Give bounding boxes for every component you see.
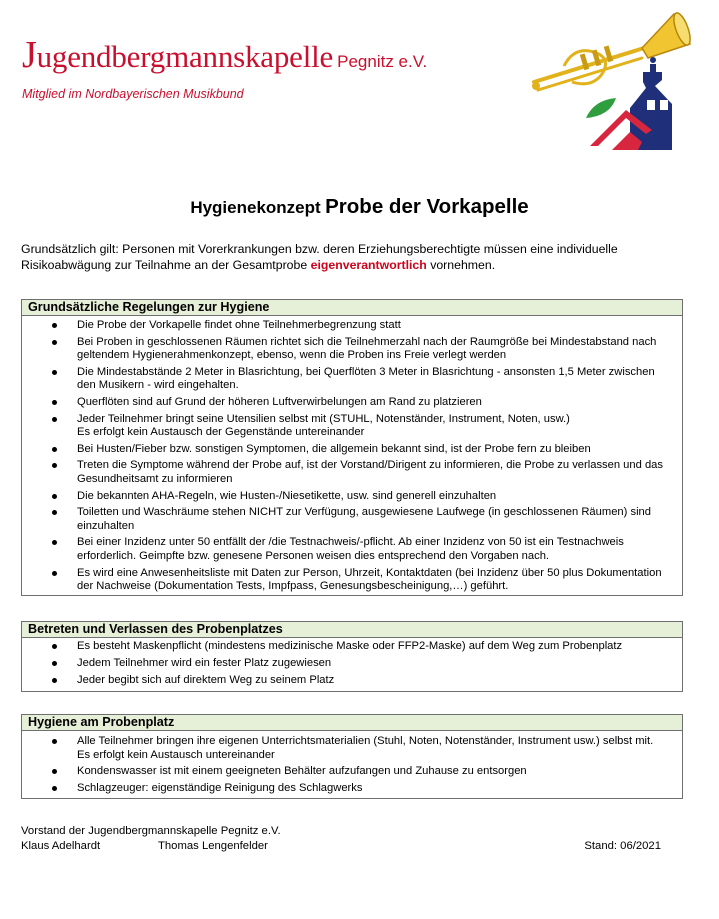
footer-line [21, 824, 661, 839]
section-heading: Hygiene am Probenplatz [22, 715, 682, 731]
section-heading: Grundsätzliche Regelungen zur Hygiene [22, 300, 682, 316]
org-subtitle: Mitglied im Nordbayerischen Musikbund [22, 87, 244, 101]
document-title-main: Probe der Vorkapelle [325, 195, 529, 218]
list-item: Schlagzeuger: eigenständige Reinigung des Schlagwerks [22, 782, 682, 796]
list-item: Die Mindestabstände 2 Meter in Blasrichtung, bei Querflöten 3 Meter in Blasrichtung - ansonsten 1,5 Meter zwischen den Musikern - wird eingehalten. [22, 366, 682, 393]
intro-paragraph [21, 242, 691, 273]
list-item: Bei Proben in geschlossenen Räumen richtet sich die Teilnehmerzahl nach der Raumgröße bei Mindestabstand nach geltendem Hygienerahmenkonzept, ebenso, wenn die Proben ins Freie verlegt werden [22, 336, 682, 363]
section-general-rules [21, 299, 683, 596]
list-item: Es besteht Maskenpflicht (mindestens medizinische Maske oder FFP2-Maske) auf dem Weg zum Probenplatz [22, 640, 682, 654]
board-label: Vorstand der Jugendbergmannskapelle Pegnitz e.V. [21, 825, 281, 837]
intro-text-end: vornehmen. [426, 257, 496, 272]
section-list [22, 731, 682, 795]
section-list [22, 638, 682, 688]
section-entering-leaving [21, 621, 683, 692]
intro-text: Grundsätzlich gilt: Personen mit Vorerkrankungen bzw. deren Erziehungsberechtigte müssen eine individuelle Risikoabwägung zur Teilnahme an der Gesamtprobe [21, 242, 618, 272]
list-item: Jeder begibt sich auf direktem Weg zu seinem Platz [22, 674, 682, 688]
list-item: Querflöten sind auf Grund der höheren Luftverwirbelungen am Rand zu platzieren [22, 396, 682, 410]
org-suffix: Pegnitz e.V. [337, 52, 428, 71]
footer-line [21, 839, 661, 854]
list-item: Bei Husten/Fieber bzw. sonstigen Symptomen, die allgemein bekannt sind, ist der Probe fern zu bleiben [22, 443, 682, 457]
org-name-initial: J [22, 34, 37, 76]
org-name-rest: ugendbergmannskapelle [36, 39, 334, 74]
intro-highlight: eigenverantwortlich [310, 257, 427, 272]
signatory-name: Klaus Adelhardt [21, 840, 101, 852]
list-item: Die bekannten AHA-Regeln, wie Husten-/Niesetikette, usw. sind generell einzuhalten [22, 490, 682, 504]
list-item: Kondenswasser ist mit einem geeigneten Behälter aufzufangen und Zuhause zu entsorgen [22, 765, 682, 779]
section-list [22, 316, 682, 594]
list-item: Jedem Teilnehmer wird ein fester Platz zugewiesen [22, 657, 682, 671]
version-date: Stand: 06/2021 [584, 840, 661, 852]
org-name [22, 34, 334, 76]
letterhead [22, 36, 427, 101]
section-heading: Betreten und Verlassen des Probenplatzes [22, 622, 682, 638]
signatory-name: Thomas Lengenfelder [158, 840, 268, 852]
list-item: Alle Teilnehmer bringen ihre eigenen Unterrichtsmaterialien (Stuhl, Noten, Notenständer, Instrument usw.) selbst mit. Es erfolgt kein Austausch untereinander [22, 735, 682, 762]
section-hygiene-at-rehearsal [21, 714, 683, 799]
list-item: Toiletten und Waschräume stehen NICHT zur Verfügung, ausgewiesene Laufwege (in geschlossenen Räumen) sind einzuhalten [22, 506, 682, 533]
signature-footer [21, 824, 661, 854]
trumpet-church-logo-icon [524, 8, 694, 150]
document-title-prefix: Hygienekonzept [190, 198, 321, 217]
list-item: Jeder Teilnehmer bringt seine Utensilien selbst mit (STUHL, Notenständer, Instrument, Noten, usw.) Es erfolgt kein Austausch der Gegenstände untereinander [22, 413, 682, 440]
list-item: Es wird eine Anwesenheitsliste mit Daten zur Person, Uhrzeit, Kontaktdaten (bei Inzidenz über 50 plus Dokumentation der Nachweise (Dokumentation Tests, Impfpass, Genesungsbescheinigung,…) geführt. [22, 567, 682, 594]
list-item: Bei einer Inzidenz unter 50 entfällt der /die Testnachweis/-pflicht. Ab einer Inzidenz von 50 ist ein Testnachweis erforderlich. Geimpfte bzw. genesene Personen weisen dies entsprechend den Vorgaben nach. [22, 536, 682, 563]
list-item: Treten die Symptome während der Probe auf, ist der Vorstand/Dirigent zu informieren, die Probe zu verlassen und das Gesundheitsamt zu informieren [22, 459, 682, 486]
document-title [0, 195, 719, 219]
list-item: Die Probe der Vorkapelle findet ohne Teilnehmerbegrenzung statt [22, 319, 682, 333]
org-title [22, 36, 427, 74]
